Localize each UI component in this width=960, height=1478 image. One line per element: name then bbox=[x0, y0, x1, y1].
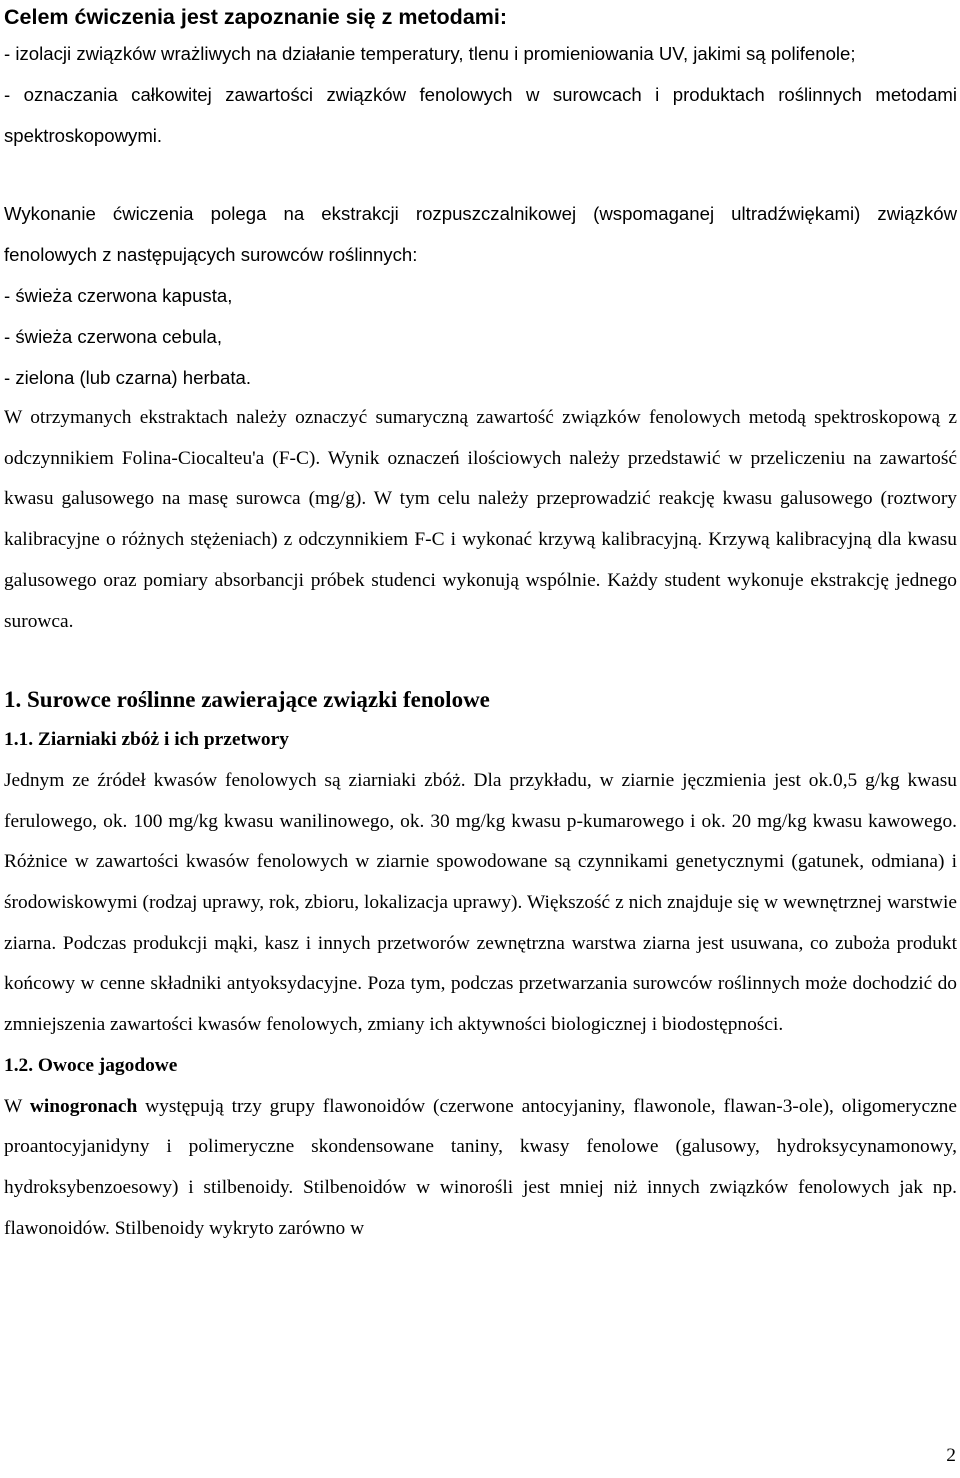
procedure-paragraph: W otrzymanych ekstraktach należy oznaczyć sumaryczną zawartość związków fenolowych metodą spektroskopową z odczynnikiem Folina-Ciocalteu'a (F-C). Wynik oznaczeń ilościowych należy przedstawić w przeliczeniu na zawartość kwasu galusowego na masę surowca (mg/g). W tym celu należy przeprowadzić reakcję kwasu galusowego (roztwory kalibracyjne o różnych stężeniach) z odczynnikiem F-C i wykonać krzywą kalibracyjną. Krzywą kalibracyjną dla kwasu galusowego oraz pomiary absorbancji próbek studenci wykonują wspólnie. Każdy student wykonuje ekstrakcję jednego surowca. bbox=[4, 407, 957, 632]
subsection-heading-berries: 1.2. Owoce jagodowe bbox=[4, 1054, 178, 1076]
aim-item-isolation: - izolacji związków wrażliwych na działanie temperatury, tlenu i promieniowania UV, jakimi są polifenole; bbox=[4, 43, 856, 64]
material-item: - świeża czerwona kapusta, bbox=[4, 285, 233, 306]
aim-item-determination: - oznaczania całkowitej zawartości związków fenolowych w surowcach i produktach roślinnych metodami spektroskopowymi. bbox=[4, 84, 957, 146]
page-number: 2 bbox=[946, 1445, 956, 1466]
berries-text-rest: występują trzy grupy flawonoidów (czerwone antocyjaniny, flawonole, flawan-3-ole), oligomeryczne proantocyjanidyny i polimeryczne skondensowane taniny, kwasy fenolowe (galusowy, hydroksycynamonowy, hydroksybenzoesowy) i stilbenoidy. Stilbenoidów w winorośli jest mniej niż innych związków fenolowych jak np. flawonoidów. Stilbenoidy wykryto zarówno w bbox=[4, 1095, 957, 1239]
execution-section bbox=[4, 193, 957, 398]
berries-section bbox=[4, 1087, 957, 1250]
aim-list bbox=[4, 33, 957, 156]
berries-text-bold: winogronach bbox=[29, 1095, 138, 1117]
procedure-section bbox=[4, 398, 957, 642]
document-page bbox=[4, 0, 957, 1249]
section-heading: 1. Surowce roślinne zawierające związki fenolowe bbox=[4, 687, 490, 713]
berries-text-prefix: W bbox=[4, 1095, 30, 1117]
execution-intro: Wykonanie ćwiczenia polega na ekstrakcji rozpuszczalnikowej (wspomaganej ultradźwiękami) związków fenolowych z następujących surowców roślinnych: bbox=[4, 203, 957, 265]
material-item: - świeża czerwona cebula, bbox=[4, 326, 223, 347]
berries-paragraph bbox=[4, 1087, 957, 1250]
cereals-paragraph: Jednym ze źródeł kwasów fenolowych są ziarniaki zbóż. Dla przykładu, w ziarnie jęczmienia jest ok.0,5 g/kg kwasu ferulowego, ok. 100 mg/kg kwasu wanilinowego, ok. 30 mg/kg kwasu p-kumarowego i ok. 20 mg/kg kwasu kawowego. Różnice w zawartości kwasów fenolowych w ziarnie spowodowane są czynnikami genetycznymi (gatunek, odmiana) i środowiskowymi (rodzaj uprawy, rok, zbioru, lokalizacja uprawy). Większość z nich znajduje się w wewnętrznej warstwie ziarna. Podczas produkcji mąki, kasz i innych przetworów zewnętrzna warstwa ziarna jest usuwana, co zuboża produkt końcowy w cenne składniki antyoksydacyjne. Poza tym, podczas przetwarzania surowców roślinnych może dochodzić do zmniejszenia zawartości kwasów fenolowych, zmiany ich aktywności biologicznej i biodostępności. bbox=[4, 769, 957, 1036]
material-item: - zielona (lub czarna) herbata. bbox=[4, 367, 252, 388]
aim-heading: Celem ćwiczenia jest zapoznanie się z metodami: bbox=[4, 5, 508, 29]
cereals-section bbox=[4, 761, 957, 1046]
subsection-heading-cereals: 1.1. Ziarniaki zbóż i ich przetwory bbox=[4, 729, 289, 751]
